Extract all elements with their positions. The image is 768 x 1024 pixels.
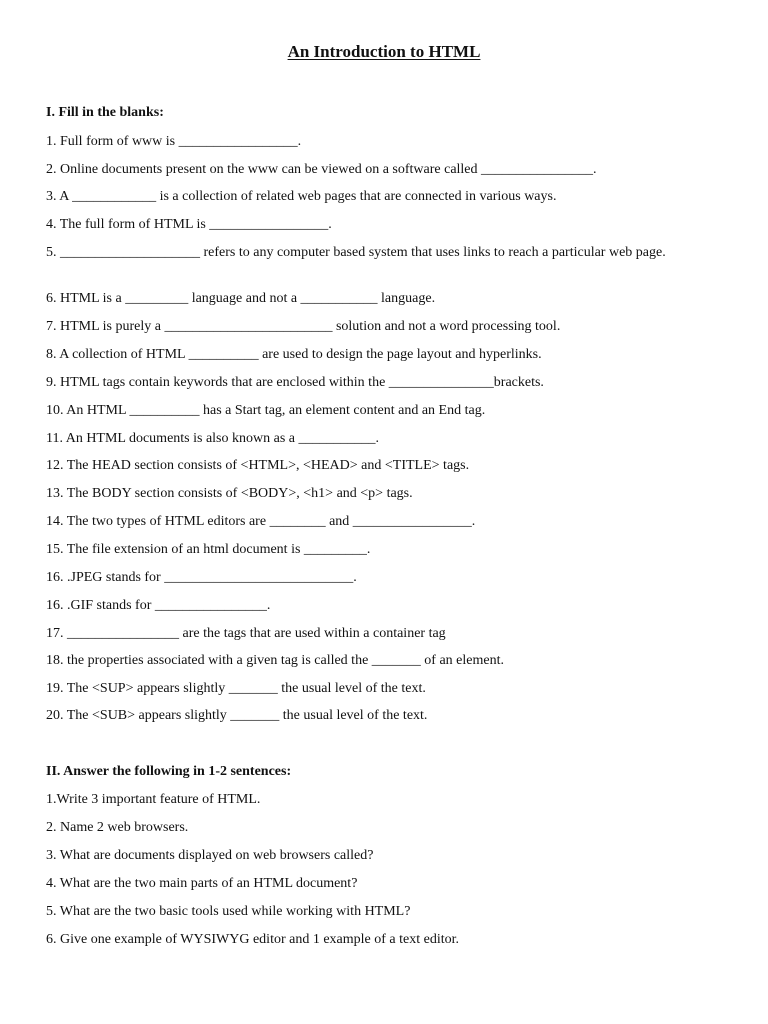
question-item: 20. The <SUB> appears slightly _______ the usual level of the text. [46,708,428,723]
question-item: 14. The two types of HTML editors are ________ and _________________. [46,514,476,529]
question-item: 15. The file extension of an html document is _________. [46,542,371,557]
question-item: 11. An HTML documents is also known as a ___________. [46,431,379,446]
question-item: 1.Write 3 important feature of HTML. [46,792,261,807]
question-item: 5. ____________________ refers to any computer based system that uses links to reach a particular web page. [46,245,666,260]
question-item: 3. What are documents displayed on web browsers called? [46,848,374,863]
question-item: 5. What are the two basic tools used while working with HTML? [46,904,411,919]
question-item: 6. Give one example of WYSIWYG editor and 1 example of a text editor. [46,932,460,947]
question-item: 2. Name 2 web browsers. [46,820,189,835]
document-title: An Introduction to HTML [287,42,481,61]
section1-heading: I. Fill in the blanks: [46,105,164,120]
question-item: 9. HTML tags contain keywords that are enclosed within the _______________brackets. [46,375,544,390]
question-item: 16. .JPEG stands for ___________________________. [46,570,357,585]
question-item: 4. What are the two main parts of an HTML document? [46,876,358,891]
question-item: 2. Online documents present on the www can be viewed on a software called ________________. [46,162,597,177]
question-item: 6. HTML is a _________ language and not a ___________ language. [46,291,436,306]
question-item: 16. .GIF stands for ________________. [46,598,271,613]
question-item: 8. A collection of HTML __________ are used to design the page layout and hyperlinks. [46,347,542,362]
question-item: 17. ________________ are the tags that are used within a container tag [46,626,446,641]
question-item: 4. The full form of HTML is _________________. [46,217,332,232]
section2-heading: II. Answer the following in 1-2 sentences: [46,764,292,779]
question-item: 1. Full form of www is _________________. [46,134,302,149]
question-item: 10. An HTML __________ has a Start tag, an element content and an End tag. [46,403,486,418]
question-item: 18. the properties associated with a given tag is called the _______ of an element. [46,653,504,668]
question-item: 3. A ____________ is a collection of related web pages that are connected in various ways. [46,189,557,204]
question-item: 12. The HEAD section consists of <HTML>, <HEAD> and <TITLE> tags. [46,458,470,473]
question-item: 7. HTML is purely a ________________________ solution and not a word processing tool. [46,319,561,334]
question-item: 13. The BODY section consists of <BODY>, <h1> and <p> tags. [46,486,413,501]
question-item: 19. The <SUP> appears slightly _______ the usual level of the text. [46,681,426,696]
